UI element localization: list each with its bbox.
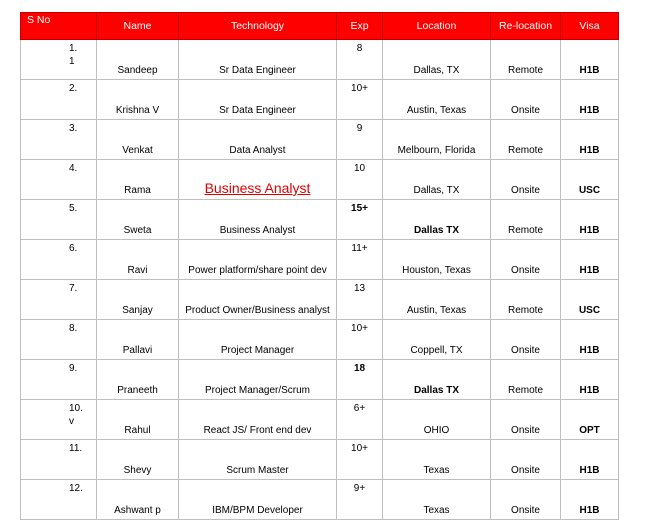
technology-cell-text: Sr Data Engineer (219, 65, 296, 76)
sno-cell (21, 440, 97, 480)
name-cell (97, 440, 179, 480)
visa-cell (561, 280, 619, 320)
name-cell (97, 240, 179, 280)
exp-cell (337, 280, 383, 320)
sno-cell-text: 2. (69, 83, 78, 94)
table-row (21, 280, 619, 320)
exp-cell (337, 160, 383, 200)
sno-cell-text: 3. (69, 123, 78, 134)
technology-cell (179, 440, 337, 480)
location-cell-text: Dallas, TX (413, 185, 460, 196)
exp-cell (337, 440, 383, 480)
name-cell (97, 280, 179, 320)
name-cell (97, 160, 179, 200)
visa-cell (561, 120, 619, 160)
name-cell-text: Krishna V (115, 105, 160, 116)
location-cell (383, 360, 491, 400)
header-row (21, 13, 619, 40)
relocation-cell-text: Remote (507, 305, 543, 316)
location-cell (383, 40, 491, 80)
location-cell (383, 200, 491, 240)
location-cell-text: Austin, Texas (406, 305, 467, 316)
location-cell (383, 280, 491, 320)
location-cell-text: Austin, Texas (406, 105, 467, 116)
technology-cell-text: React JS/ Front end dev (203, 425, 312, 436)
relocation-cell (491, 120, 561, 160)
location-cell (383, 440, 491, 480)
visa-cell-text: H1B (579, 225, 600, 236)
sno-cell-text: 11. (69, 443, 83, 454)
technology-cell-text: Product Owner/Business analyst (185, 305, 330, 316)
visa-cell (561, 360, 619, 400)
name-cell-text: Shevy (123, 465, 152, 476)
location-cell (383, 320, 491, 360)
visa-cell-text: H1B (579, 465, 600, 476)
location-cell-text: Coppell, TX (410, 345, 463, 356)
relocation-cell (491, 40, 561, 80)
exp-cell-text: 9+ (353, 483, 366, 494)
relocation-cell (491, 480, 561, 520)
sno-cell-text: 10. v (69, 403, 83, 427)
sno-cell-text: 7. (69, 283, 78, 294)
technology-cell (179, 360, 337, 400)
visa-cell-text: H1B (579, 145, 600, 156)
visa-cell-text: USC (578, 305, 601, 316)
location-cell-text: Houston, Texas (402, 265, 471, 276)
sno-cell (21, 480, 97, 520)
exp-cell (337, 120, 383, 160)
sno-cell (21, 160, 97, 200)
sno-cell (21, 200, 97, 240)
sno-cell (21, 40, 97, 80)
location-cell-text: Dallas TX (413, 225, 460, 236)
sno-cell-text: 6. (69, 243, 78, 254)
table-row (21, 360, 619, 400)
visa-cell (561, 160, 619, 200)
relocation-cell (491, 200, 561, 240)
visa-cell (561, 240, 619, 280)
exp-cell-text: 10+ (351, 443, 368, 454)
exp-cell-text: 10+ (351, 83, 368, 94)
visa-cell (561, 400, 619, 440)
visa-cell-text: H1B (579, 345, 600, 356)
sno-cell-text: 8. (69, 323, 78, 334)
technology-cell-text: Data Analyst (229, 145, 286, 156)
exp-cell (337, 320, 383, 360)
visa-cell-text: H1B (579, 65, 600, 76)
sno-cell (21, 240, 97, 280)
table-row (21, 200, 619, 240)
visa-cell-text: H1B (579, 105, 600, 116)
visa-cell-text: H1B (579, 265, 600, 276)
candidates-table (20, 12, 619, 520)
technology-cell (179, 40, 337, 80)
sno-cell (21, 80, 97, 120)
header-exp: Exp (337, 13, 383, 40)
sno-cell (21, 400, 97, 440)
table-row (21, 40, 619, 80)
table-row (21, 400, 619, 440)
location-cell (383, 480, 491, 520)
sno-cell-text: 9. (69, 363, 78, 374)
exp-cell-text: 9 (356, 123, 363, 134)
table-row (21, 240, 619, 280)
name-cell (97, 120, 179, 160)
technology-cell-text: Business Analyst (204, 180, 311, 196)
location-cell-text: OHIO (423, 425, 450, 436)
table-row (21, 80, 619, 120)
relocation-cell-text: Onsite (511, 185, 540, 196)
exp-cell-text: 6+ (353, 403, 366, 414)
table-row (21, 440, 619, 480)
exp-cell-text: 8 (356, 43, 363, 54)
location-cell (383, 160, 491, 200)
visa-cell (561, 80, 619, 120)
visa-cell-text: OPT (579, 425, 600, 436)
location-cell-text: Texas (423, 465, 450, 476)
exp-cell (337, 240, 383, 280)
relocation-cell (491, 160, 561, 200)
sno-cell (21, 280, 97, 320)
header-sno: S No (21, 13, 97, 40)
location-cell (383, 240, 491, 280)
technology-cell-text: IBM/BPM Developer (212, 505, 303, 516)
technology-cell (179, 400, 337, 440)
exp-cell (337, 400, 383, 440)
location-cell-text: Dallas, TX (413, 65, 460, 76)
location-cell (383, 80, 491, 120)
name-cell (97, 200, 179, 240)
relocation-cell-text: Remote (507, 225, 543, 236)
name-cell-text: Pallavi (122, 345, 153, 356)
header-technology: Technology (179, 13, 337, 40)
relocation-cell (491, 80, 561, 120)
relocation-cell-text: Remote (507, 145, 543, 156)
name-cell (97, 40, 179, 80)
technology-cell-text: Project Manager/Scrum (204, 385, 311, 396)
technology-cell-text: Scrum Master (226, 465, 289, 476)
name-cell (97, 400, 179, 440)
sno-cell-text: 5. (69, 203, 78, 214)
visa-cell-text: USC (578, 185, 601, 196)
relocation-cell-text: Onsite (511, 425, 540, 436)
technology-cell (179, 200, 337, 240)
header-name: Name (97, 13, 179, 40)
exp-cell-text: 18 (353, 363, 366, 374)
sno-cell (21, 120, 97, 160)
visa-cell (561, 200, 619, 240)
relocation-cell (491, 440, 561, 480)
relocation-cell-text: Remote (507, 385, 543, 396)
name-cell (97, 360, 179, 400)
location-cell-text: Melbourn, Florida (397, 145, 476, 156)
name-cell-text: Sweta (123, 225, 152, 236)
exp-cell-text: 15+ (351, 203, 368, 214)
exp-cell-text: 10 (353, 163, 366, 174)
name-cell (97, 320, 179, 360)
name-cell-text: Venkat (122, 145, 153, 156)
technology-cell (179, 160, 337, 200)
technology-cell-text: Sr Data Engineer (219, 105, 296, 116)
visa-cell (561, 320, 619, 360)
location-cell (383, 400, 491, 440)
location-cell-text: Texas (423, 505, 450, 516)
relocation-cell (491, 400, 561, 440)
technology-cell (179, 480, 337, 520)
exp-cell-text: 13 (353, 283, 366, 294)
table-row (21, 160, 619, 200)
relocation-cell-text: Onsite (511, 345, 540, 356)
name-cell-text: Sandeep (117, 65, 158, 76)
header-visa: Visa (561, 13, 619, 40)
table-row (21, 480, 619, 520)
visa-cell (561, 480, 619, 520)
table-row (21, 320, 619, 360)
table-row (21, 120, 619, 160)
name-cell-text: Praneeth (117, 385, 158, 396)
exp-cell (337, 80, 383, 120)
sno-cell (21, 360, 97, 400)
sno-cell (21, 320, 97, 360)
technology-cell (179, 120, 337, 160)
sno-cell-text: 1. 1 (69, 43, 78, 67)
technology-cell-text: Power platform/share point dev (188, 265, 327, 276)
relocation-cell (491, 320, 561, 360)
exp-cell (337, 40, 383, 80)
relocation-cell-text: Onsite (511, 105, 540, 116)
visa-cell-text: H1B (579, 505, 600, 516)
sno-cell-text: 12. (69, 483, 83, 494)
relocation-cell (491, 280, 561, 320)
name-cell-text: Sanjay (122, 305, 153, 316)
name-cell-text: Rama (124, 185, 151, 196)
relocation-cell-text: Remote (507, 65, 543, 76)
name-cell-text: Ashwant p (114, 505, 161, 516)
technology-cell (179, 280, 337, 320)
relocation-cell-text: Onsite (511, 265, 540, 276)
technology-cell-text: Business Analyst (219, 225, 296, 236)
visa-cell (561, 40, 619, 80)
relocation-cell (491, 240, 561, 280)
name-cell (97, 480, 179, 520)
relocation-cell-text: Onsite (511, 505, 540, 516)
relocation-cell-text: Onsite (511, 465, 540, 476)
exp-cell-text: 10+ (351, 323, 368, 334)
header-location: Location (383, 13, 491, 40)
location-cell (383, 120, 491, 160)
technology-cell (179, 80, 337, 120)
name-cell (97, 80, 179, 120)
name-cell-text: Rahul (124, 425, 151, 436)
header-relocation: Re-location (491, 13, 561, 40)
technology-cell-text: Project Manager (220, 345, 295, 356)
visa-cell (561, 440, 619, 480)
technology-cell (179, 240, 337, 280)
name-cell-text: Ravi (127, 265, 148, 276)
visa-cell-text: H1B (579, 385, 600, 396)
relocation-cell (491, 360, 561, 400)
sno-cell-text: 4. (69, 163, 78, 174)
location-cell-text: Dallas TX (413, 385, 460, 396)
exp-cell (337, 360, 383, 400)
exp-cell-text: 11+ (351, 243, 368, 254)
technology-cell (179, 320, 337, 360)
exp-cell (337, 200, 383, 240)
exp-cell (337, 480, 383, 520)
